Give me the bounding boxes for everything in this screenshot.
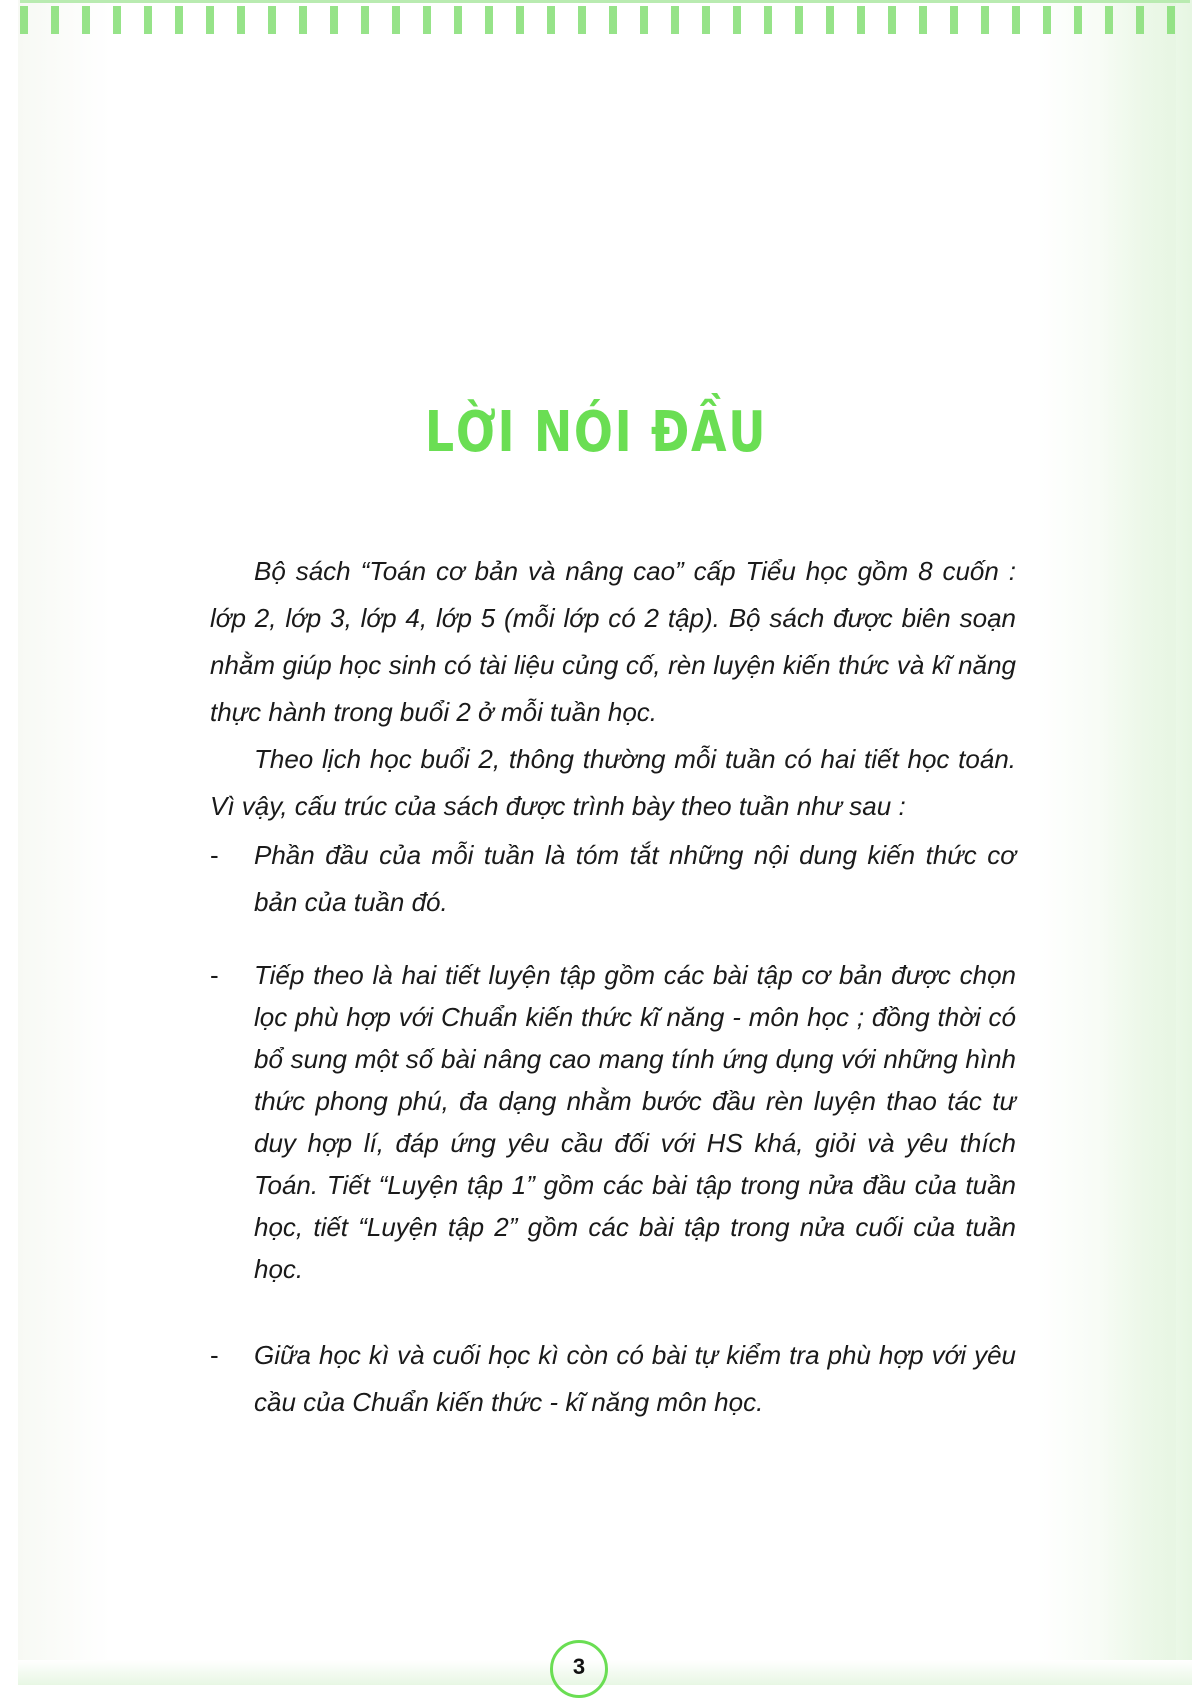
intro-paragraph: Bộ sách “Toán cơ bản và nâng cao” cấp Tiểu học gồm 8 cuốn : lớp 2, lớp 3, lớp 4, lớp 5 (mỗi lớp có 2 tập). Bộ sách được biên soạn nhằm giúp học sinh có tài liệu củng cố, rèn luyện kiến thức và kĩ năng thực hành trong buổi 2 ở mỗi tuần học.: [210, 556, 1016, 727]
list-item-text: Tiếp theo là hai tiết luyện tập gồm các bài tập cơ bản được chọn lọc phù hợp với Chuẩn kiến thức kĩ năng - môn học ; đồng thời có bổ sung một số bài nâng cao mang tính ứng dụng với những hình thức phong phú, đa dạng nhằm bước đầu rèn luyện thao tác tư duy hợp lí, đáp ứng yêu cầu đối với HS khá, giỏi và yêu thích Toán. Tiết “Luyện tập 1” gồm các bài tập trong nửa đầu của tuần học, tiết “Luyện tập 2” gồm các bài tập trong nửa cuối của tuần học.: [254, 960, 1016, 1284]
schedule-paragraph: Theo lịch học buổi 2, thông thường mỗi tuần có hai tiết học toán. Vì vậy, cấu trúc của sách được trình bày theo tuần như sau :: [210, 744, 1016, 821]
page-number: 3: [550, 1640, 608, 1698]
page-title: LỜI NÓI ĐẦU: [424, 400, 768, 465]
list-item: [210, 832, 1016, 926]
preface-body: [210, 548, 1016, 1426]
list-marker: -: [210, 960, 219, 990]
page-edge-shade: [1102, 0, 1192, 1685]
list-item-text: Giữa học kì và cuối học kì còn có bài tự kiểm tra phù hợp với yêu cầu của Chuẩn kiến thức - kĩ năng môn học.: [254, 1340, 1016, 1417]
list-marker: -: [210, 1340, 219, 1370]
list-item: [210, 954, 1016, 1290]
top-border-line: [20, 0, 1190, 3]
list-item: [210, 1332, 1016, 1426]
list-item-text: Phần đầu của mỗi tuần là tóm tắt những nội dung kiến thức cơ bản của tuần đó.: [254, 840, 1016, 917]
top-dashed-border: [20, 6, 1190, 34]
list-marker: -: [210, 840, 219, 870]
